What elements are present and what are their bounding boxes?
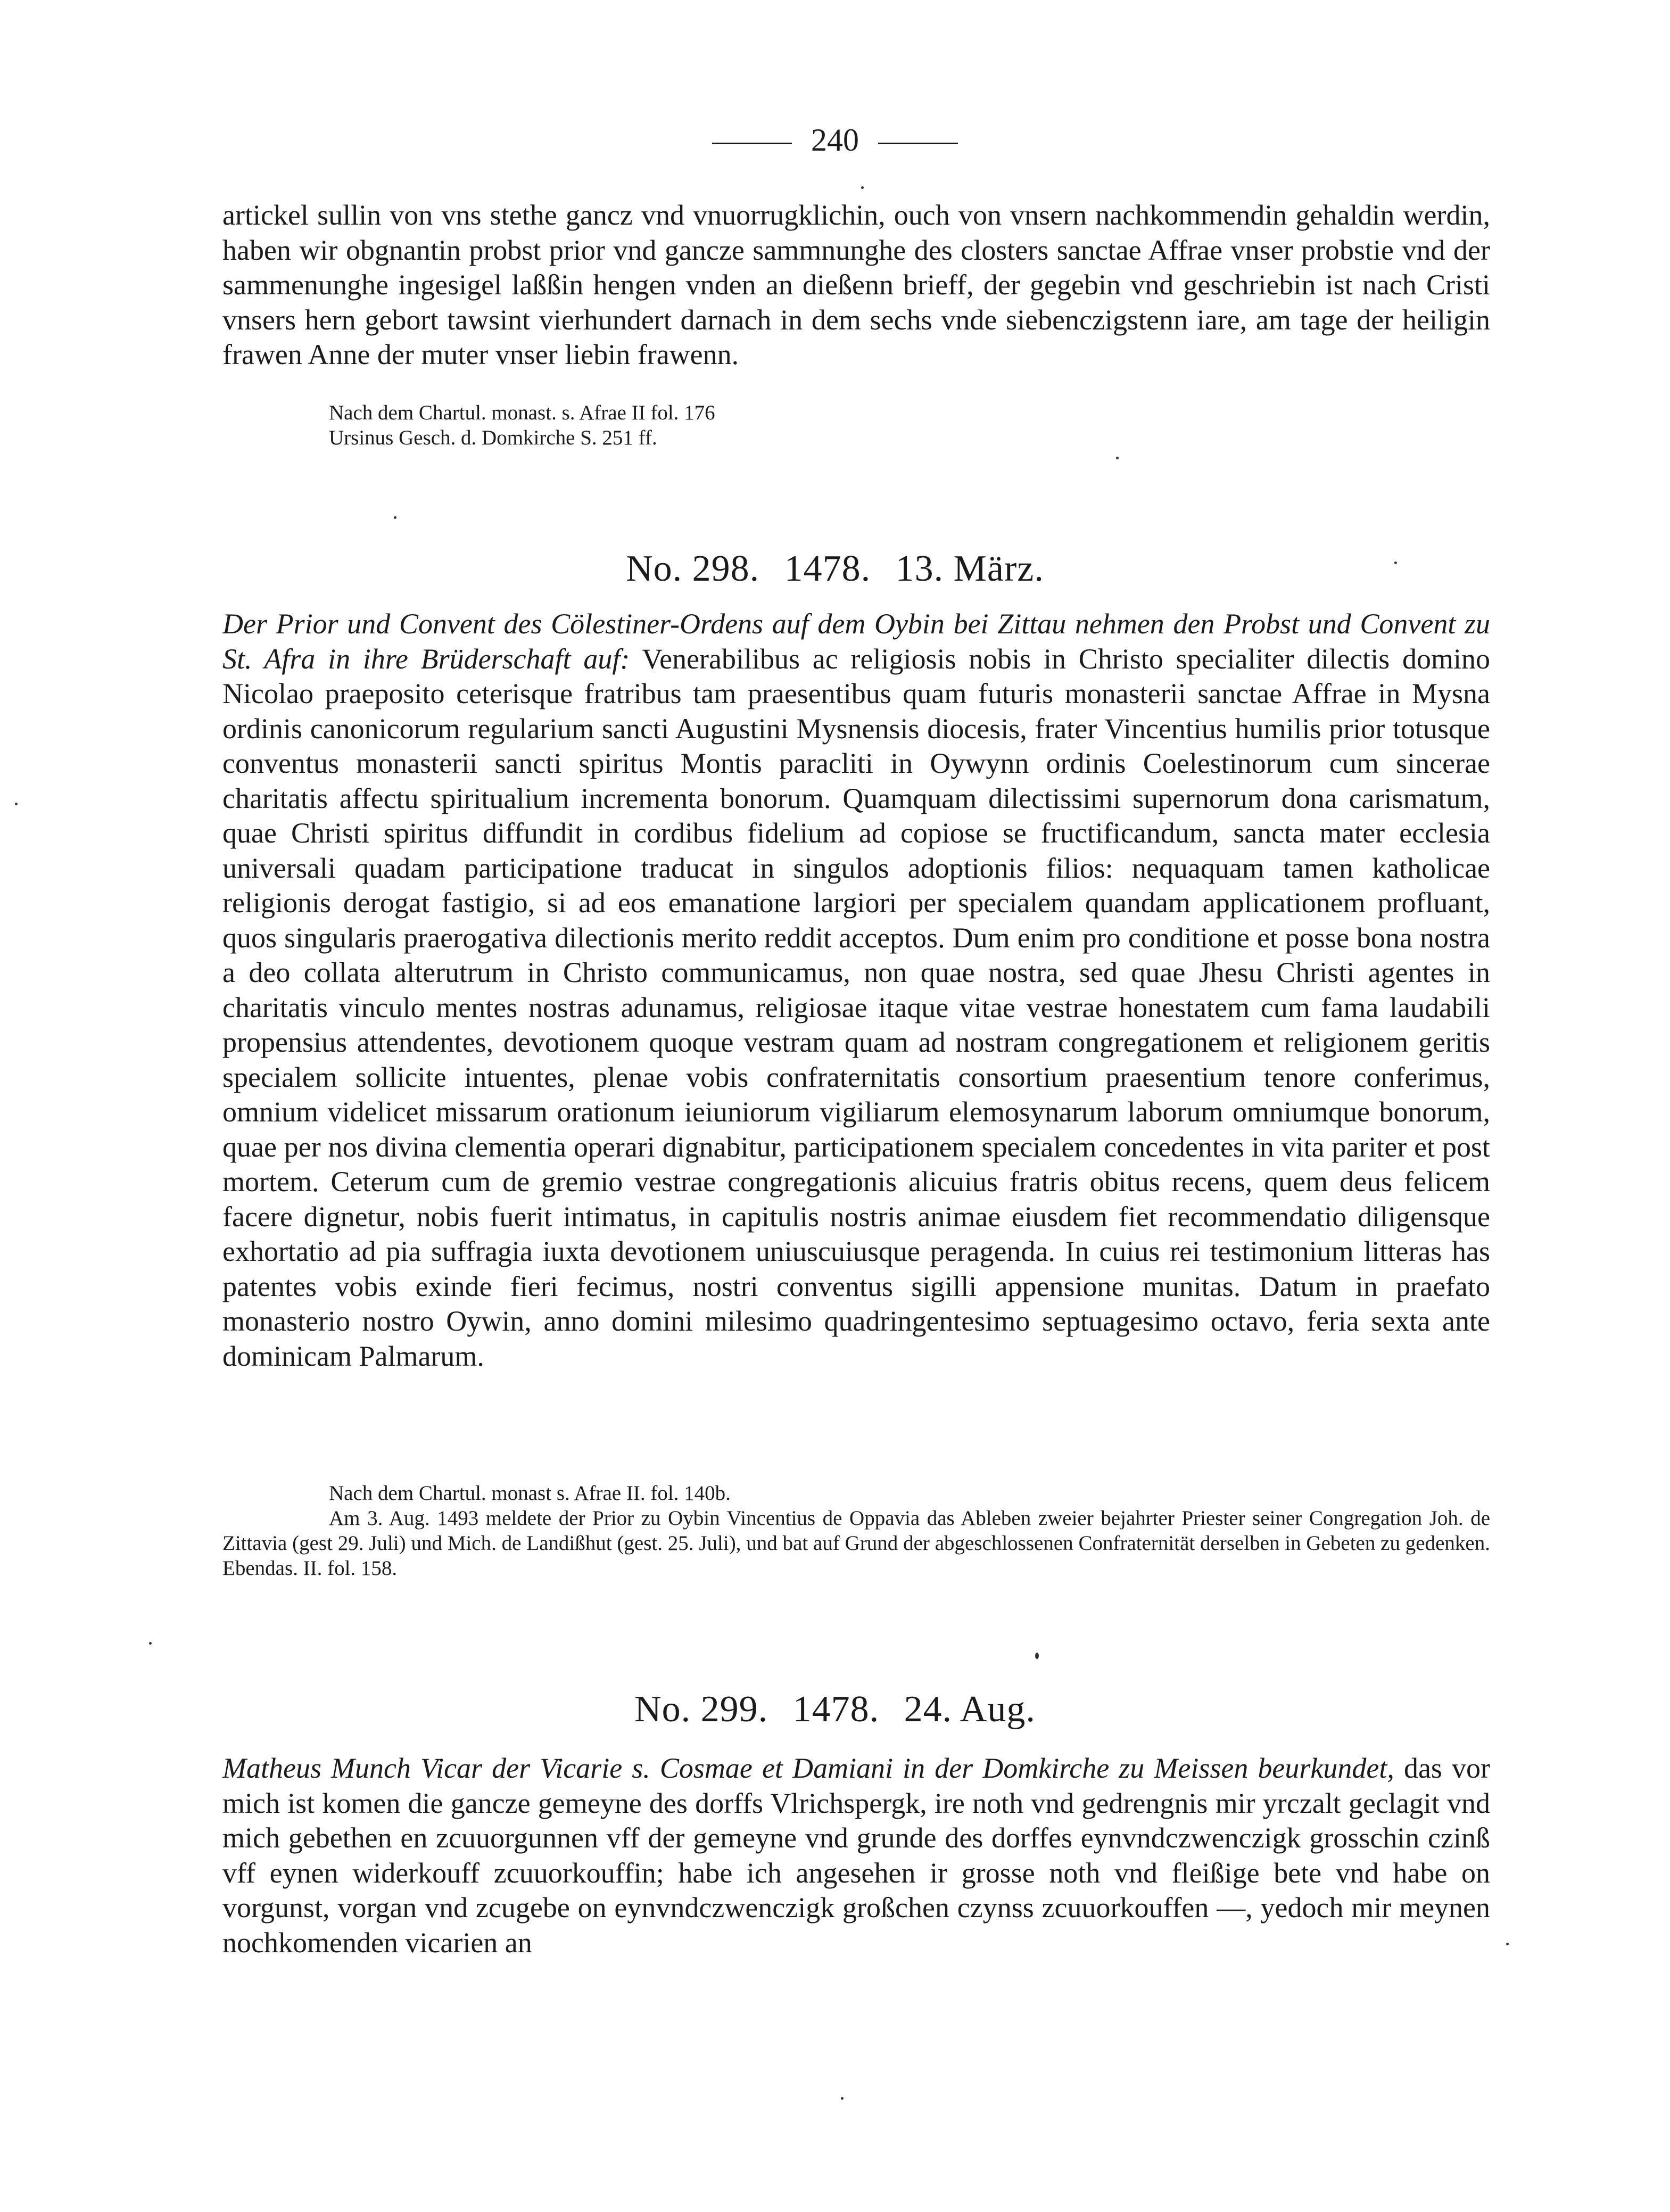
document-299-body [222,1751,1490,1960]
print-speck [861,186,864,189]
document-298-heading [0,547,1670,591]
doc298-summary: Der Prior und Convent des Cölestiner-Ordens auf dem Oybin bei Zittau nehmen den Probst und Convent zu St. Afra in ihre Brüderschaft auf: [222,608,1490,675]
intro-block [222,198,1490,373]
print-speck [15,803,18,805]
doc298-year: 1478. [784,548,871,589]
doc299-text: das vor mich ist komen die gancze gemeyne des dorffs Vlrichspergk, ire noth vnd gedrengnis mir yrczalt geclagit vnd mich gebethen en zcuuorgunnen vff der gemeyne vnd grunde des dorffes eynvndczwenczigk grosschin czinß vff eynen widerkouff zcuuorkouffin; habe ich angesehen ir grosse noth vnd fleißige bete vnd habe on vorgunst, vorgan vnd zcugebe on eynvndczwenczigk großchen czynss zcuuorkouffen —, yedoch mir meynen nochkomenden vicarien an [222,1752,1491,1959]
doc299-year: 1478. [792,1689,880,1730]
intro-note-source: Nach dem Chartul. monast. s. Afrae II fol. 176 [329,401,715,424]
doc298-note-text: Am 3. Aug. 1493 meldete der Prior zu Oybin Vincentius de Oppavia das Ableben zweier bejahrter Priester seiner Congregation Joh. de Zittavia (gest 29. Juli) und Mich. de Landißhut (gest. 25. Juli), und bat auf Grund der abgeschlossenen Confraternität derselben in Gebeten zu gedenken. Ebendas. II. fol. 158. [222,1507,1490,1580]
doc299-number: No. 299. [634,1689,768,1730]
header-rule-right [878,143,958,144]
print-speck [1116,457,1119,459]
page-header [0,121,1670,159]
doc298-number: No. 298. [626,548,760,589]
print-speck [1506,1943,1509,1945]
doc299-paragraph [222,1751,1490,1960]
print-speck [149,1642,152,1645]
document-298-body [222,607,1490,1374]
doc298-paragraph [222,607,1490,1374]
header-rule-left [712,143,792,144]
intro-paragraph: artickel sullin von vns stethe gancz vnd vnuorrugklichin, ouch von vnsern nachkommendin gehaldin werdin, haben wir obgnantin probst prior vnd gancze sammnunghe des closters sanctae Affrae vnser probstie vnd der sammenunghe ingesigel laßßin hengen vnden an dießenn brieff, der gegebin vnd geschriebin ist nach Cristi vnsers hern gebort tawsint vierhundert darnach in dem sechs vnde siebenczigstenn iare, am tage der heiligin frawen Anne der muter vnser liebin frawenn. [222,199,1490,370]
print-speck [841,2097,844,2100]
print-speck [1035,1653,1039,1659]
doc299-summary: Matheus Munch Vicar der Vicarie s. Cosmae et Damiani in der Domkirche zu Meissen beurkundet, [222,1752,1394,1784]
page-number: 240 [811,122,859,158]
doc299-date: 24. Aug. [904,1689,1036,1730]
doc298-date: 13. März. [895,548,1044,589]
print-speck [1394,562,1397,564]
document-298-notes [222,1481,1490,1581]
intro-note-reference: Ursinus Gesch. d. Domkirche S. 251 ff. [329,426,657,449]
print-speck [394,516,396,519]
document-299-heading [0,1687,1670,1732]
doc298-text: Venerabilibus ac religiosis nobis in Christo specialiter dilectis domino Nicolao praeposito ceterisque fratribus tam praesentibus quam futuris monasterii sanctae Affrae in Mysna ordinis canonicorum regularium sancti Augustini Mysnensis diocesis, frater Vincentius humilis prior totusque conventus monasterii sancti spiritus Montis paracliti in Oywynn ordinis Coelestinorum cum sincerae charitatis affectu spiritualium incrementa bonorum. Quamquam dilectissimi supernorum dona carismatum, quae Christi spiritus diffundit in cordibus fidelium ad copiose se fructificandum, sancta mater ecclesia universali quadam participatione traducat in singulos adoptionis filios: nequaquam tamen katholicae religionis derogat fastigio, si ad eos emanatione largiori per specialem quandam applicationem profluant, quos singularis praerogativa dilectionis merito reddit acceptos. Dum enim pro conditione et posse bona nostra a deo collata alterutrum in Christo communicamus, non quae nostra, sed quae Jhesu Christi agentes in charitatis vinculo mentes nostras adunamus, religiosae itaque vitae vestrae honestatem cum fama laudabili propensius attendentes, devotionem quoque vestram quam ad nostram congregationem et religionem geritis specialem sollicite intuentes, plenae vobis confraternitatis consortium praesentium tenore conferimus, omnium videlicet missarum orationum ieiuniorum vigiliarum elemosynarum laborum omniumque bonorum, quae per nos divina clementia operari dignabitur, participationem specialem concedentes in vita pariter et post mortem. Ceterum cum de gremio vestrae congregationis alicuius fratris obitus recens, quem deus felicem facere dignetur, nobis fuerit intimatus, in capitulis nostris animae eiusdem fiet recommendatio diligensque exhortatio ad pia suffragia iuxta devotionem uniuscuiusque peragenda. In cuius rei testimonium litteras has patentes vobis exinde fieri fecimus, nostri conventus sigilli appensione munitas. Datum in praefato monasterio nostro Oywin, anno domini milesimo quadringentesimo septuagesimo octavo, feria sexta ante dominicam Palmarum. [222,642,1490,1372]
intro-notes [222,400,1490,450]
doc298-note-source: Nach dem Chartul. monast s. Afrae II. fol. 140b. [329,1482,731,1505]
